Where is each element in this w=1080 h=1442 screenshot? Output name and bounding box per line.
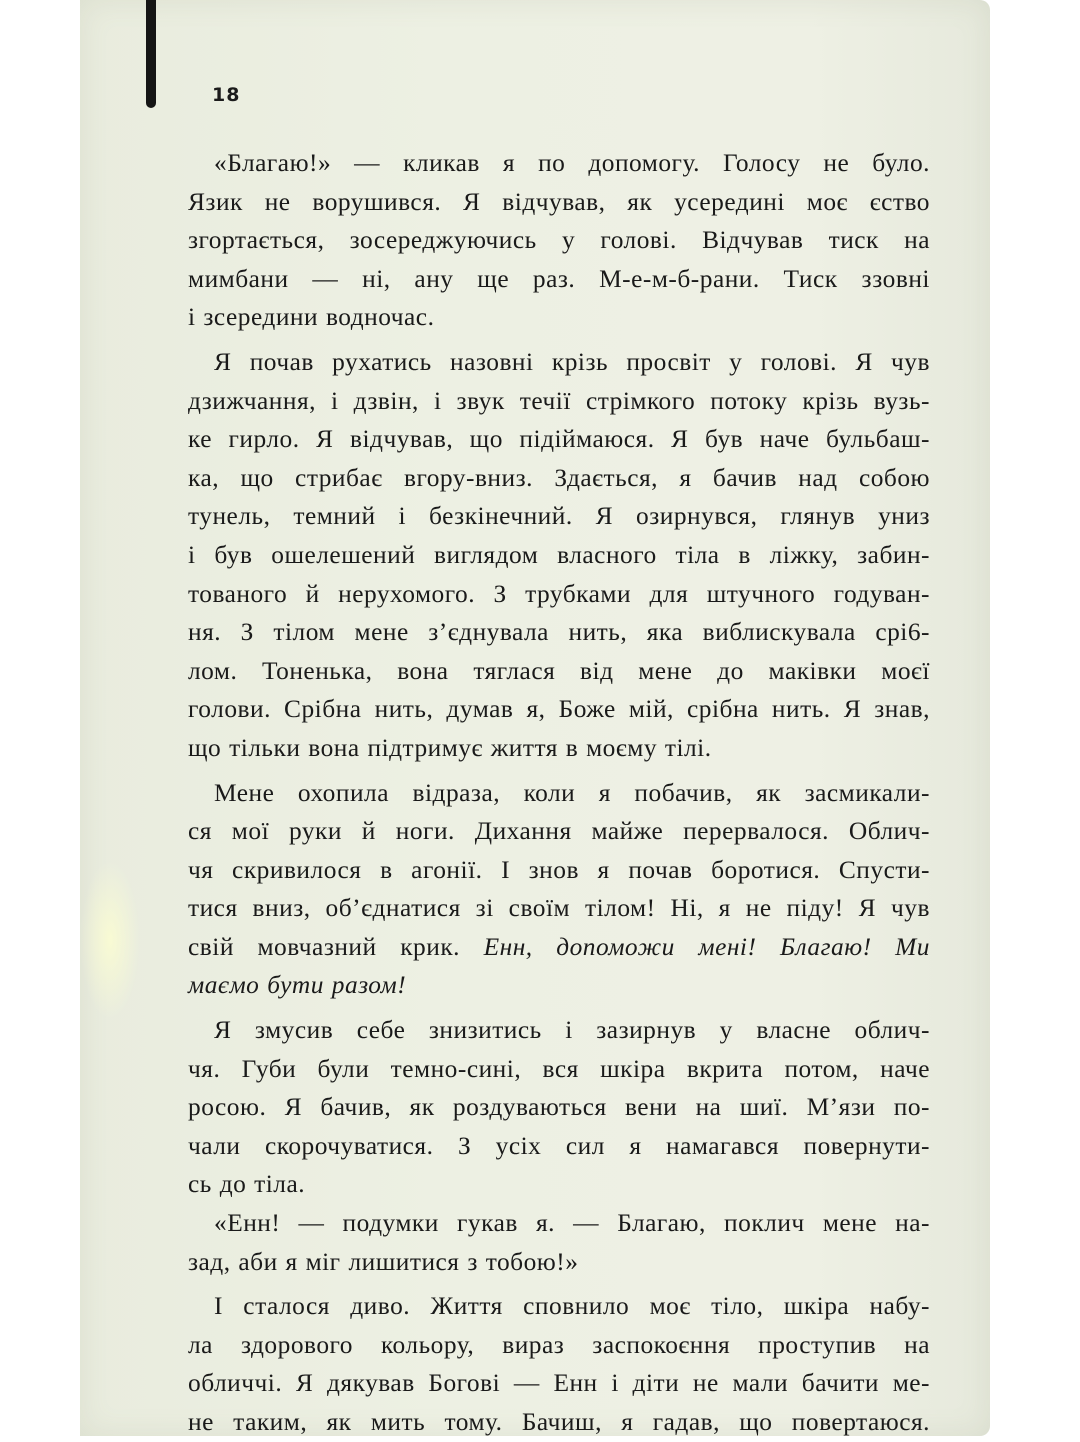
text-line: і був ошелешений виглядом власного тіла в ліжку, забин-: [188, 540, 930, 569]
text-line: чя скривилося в агонії. І знов я почав боротися. Спусти-: [188, 855, 930, 884]
italic-fragment: маємо бути разом!: [188, 971, 407, 1000]
text-line: Я змусив себе знизитись і зазирнув у власне облич-: [214, 1016, 930, 1045]
text-line-italic: [188, 966, 930, 1005]
text-line: обличчі. Я дякував Богові — Енн і діти не мали бачити ме-: [188, 1369, 930, 1398]
paragraph-1: [188, 144, 930, 337]
text-line: згортається, зосереджуючись у голові. Відчував тиск на: [188, 226, 930, 255]
text-line: чя. Губи були темно-сині, вся шкіра вкрита потом, наче: [188, 1054, 930, 1083]
text-line: ке гирло. Я відчував, що підіймаюся. Я був наче бульбаш-: [188, 425, 930, 454]
text-line: не таким, як мить тому. Бачиш, я гадав, що повертаюся.: [188, 1408, 930, 1436]
text-line: «Енн! — подумки гукав я. — Благаю, поклич мене на-: [214, 1209, 930, 1238]
text-line: Язик не ворушився. Я відчував, як усередині моє єство: [188, 187, 930, 216]
text-line: і зсередини водночас.: [188, 303, 435, 332]
binding-edge-mark: [146, 0, 156, 108]
text-line: дзижчання, і дзвін, і звук течії стрімкого потоку крізь вузь-: [188, 386, 930, 415]
text-line: ся мої руки й ноги. Дихання майже перервалося. Облич-: [188, 817, 930, 846]
text-line: І сталося диво. Життя сповнило моє тіло, шкіра набу-: [214, 1292, 930, 1321]
text-line: тованого й нерухомого. З трубками для штучного годуван-: [188, 579, 930, 608]
paragraph-6: [188, 1287, 930, 1441]
text-line: ла здорового кольору, вираз заспокоєння проступив на: [188, 1330, 930, 1359]
text-line: Мене охопила відраза, коли я побачив, як засмикали-: [214, 778, 930, 807]
text-line: «Благаю!» — кликав я по допомогу. Голосу не було.: [214, 149, 930, 177]
text-line: лом. Тоненька, вона тяглася від мене до маківки моєї: [188, 656, 930, 685]
page-number: 18: [212, 84, 241, 106]
text-line: зад, аби я міг лишитися з тобою!»: [188, 1247, 579, 1276]
body-text: [188, 144, 930, 1442]
light-glare: [80, 860, 140, 1020]
paragraph-4: [188, 1011, 930, 1204]
text-fragment: свій мовчазний крик.: [188, 932, 484, 961]
text-line: тися вниз, об’єднатися зі своїм тілом! Ні, я не піду! Я чув: [188, 894, 930, 923]
paragraph-5: [188, 1204, 930, 1281]
italic-fragment: Енн, допоможи мені! Благаю! Ми: [483, 932, 930, 961]
text-line: ня. З тілом мене з’єднувала нить, яка виблискувала срі6-: [188, 618, 930, 647]
text-line: росою. Я бачив, як роздуваються вени на шиї. М’язи по-: [188, 1093, 930, 1122]
text-line-mixed: [188, 928, 930, 967]
text-line: Я почав рухатись назовні крізь просвіт у голові. Я чув: [214, 347, 930, 376]
text-line: ка, що стрибає вгору-вниз. Здається, я бачив над собою: [188, 463, 930, 492]
text-line: сь до тіла.: [188, 1170, 306, 1199]
text-line: що тільки вона підтримує життя в моєму тілі.: [188, 733, 712, 762]
paragraph-2: [188, 343, 930, 768]
paragraph-3: [188, 774, 930, 1006]
text-line: тунель, темний і безкінечний. Я озирнувся, глянув униз: [188, 502, 930, 531]
text-line: мимбани — ні, ану ще раз. М-е-м-б-рани. Тиск ззовні: [188, 264, 930, 293]
text-line: чали скорочуватися. З усіх сил я намагався повернути-: [188, 1131, 930, 1160]
text-line: голови. Срібна нить, думав я, Боже мій, срібна нить. Я знав,: [188, 695, 930, 724]
